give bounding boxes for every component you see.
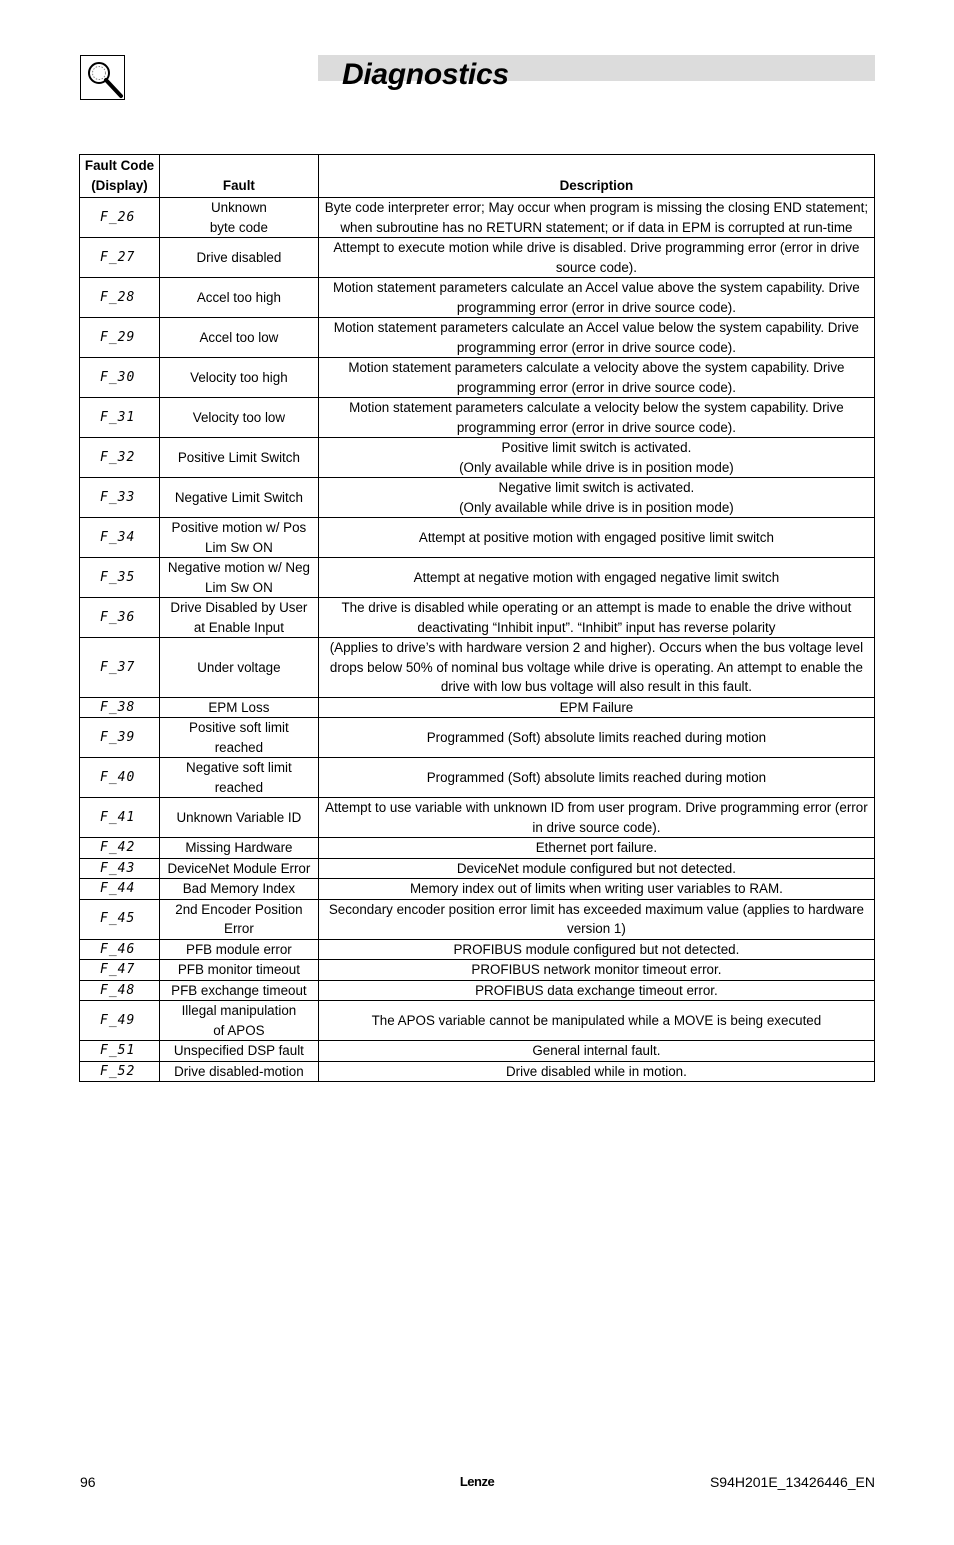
fault-code-cell: F_36: [80, 598, 160, 638]
table-row: [80, 939, 875, 960]
table-body: [80, 198, 875, 1082]
fault-name-cell: Unknown byte code: [159, 198, 318, 238]
description-cell: EPM Failure: [318, 697, 874, 718]
fault-table: [79, 154, 875, 1082]
fault-code-cell: F_40: [80, 758, 160, 798]
fault-name-cell: Illegal manipulation of APOS: [159, 1001, 318, 1041]
table-row: [80, 278, 875, 318]
fault-name-cell: Accel too low: [159, 318, 318, 358]
fault-name-cell: Negative motion w/ Neg Lim Sw ON: [159, 558, 318, 598]
fault-code-cell: F_44: [80, 879, 160, 900]
fault-name-cell: Velocity too high: [159, 358, 318, 398]
table-row: [80, 1001, 875, 1041]
header-description: Description: [318, 155, 874, 198]
fault-name-cell: Missing Hardware: [159, 838, 318, 859]
page-number: 96: [80, 1474, 96, 1490]
description-cell: Programmed (Soft) absolute limits reached during motion: [318, 718, 874, 758]
fault-name-cell: Bad Memory Index: [159, 879, 318, 900]
fault-code-cell: F_27: [80, 238, 160, 278]
description-cell: Motion statement parameters calculate an Accel value above the system capability. Drive programming error (error in drive source code).: [318, 278, 874, 318]
fault-name-cell: PFB monitor timeout: [159, 960, 318, 981]
fault-code-cell: F_41: [80, 798, 160, 838]
description-cell: Memory index out of limits when writing user variables to RAM.: [318, 879, 874, 900]
table-row: [80, 598, 875, 638]
fault-code-cell: F_33: [80, 478, 160, 518]
fault-name-cell: Negative soft limit reached: [159, 758, 318, 798]
fault-name-cell: Positive soft limit reached: [159, 718, 318, 758]
fault-code-cell: F_29: [80, 318, 160, 358]
fault-code-cell: F_26: [80, 198, 160, 238]
table-row: [80, 1061, 875, 1082]
description-cell: The drive is disabled while operating or an attempt is made to enable the drive without deactivating “Inhibit input”. “Inhibit” input has reverse polarity: [318, 598, 874, 638]
table-row: [80, 899, 875, 939]
fault-code-cell: F_34: [80, 518, 160, 558]
description-cell: Negative limit switch is activated. (Only available while drive is in position mode): [318, 478, 874, 518]
fault-name-cell: Negative Limit Switch: [159, 478, 318, 518]
fault-code-cell: F_51: [80, 1041, 160, 1062]
table-header-row: [80, 155, 875, 198]
document-id: S94H201E_13426446_EN: [709, 1474, 875, 1490]
table-row: [80, 858, 875, 879]
description-cell: Attempt at negative motion with engaged negative limit switch: [318, 558, 874, 598]
fault-name-cell: Accel too high: [159, 278, 318, 318]
fault-code-cell: F_28: [80, 278, 160, 318]
fault-name-cell: EPM Loss: [159, 697, 318, 718]
description-cell: PROFIBUS data exchange timeout error.: [318, 980, 874, 1001]
table-row: [80, 518, 875, 558]
header-fault-code: [80, 155, 160, 198]
fault-name-cell: Drive disabled: [159, 238, 318, 278]
table-row: [80, 438, 875, 478]
table-row: [80, 960, 875, 981]
fault-code-cell: F_46: [80, 939, 160, 960]
fault-name-cell: PFB exchange timeout: [159, 980, 318, 1001]
table-row: [80, 238, 875, 278]
fault-code-cell: F_45: [80, 899, 160, 939]
table-row: [80, 879, 875, 900]
table-row: [80, 1041, 875, 1062]
table-row: [80, 718, 875, 758]
fault-name-cell: Unspecified DSP fault: [159, 1041, 318, 1062]
table-row: [80, 358, 875, 398]
description-cell: Byte code interpreter error; May occur when program is missing the closing END statement; when subroutine has no RETURN statement; or if data in EPM is corrupted at run-time: [318, 198, 874, 238]
fault-code-cell: F_32: [80, 438, 160, 478]
description-cell: Secondary encoder position error limit has exceeded maximum value (applies to hardware version 1): [318, 899, 874, 939]
description-cell: Motion statement parameters calculate a velocity above the system capability. Drive programming error (error in drive source code).: [318, 358, 874, 398]
description-cell: PROFIBUS module configured but not detected.: [318, 939, 874, 960]
description-cell: General internal fault.: [318, 1041, 874, 1062]
fault-code-cell: F_42: [80, 838, 160, 859]
fault-code-cell: F_30: [80, 358, 160, 398]
fault-name-cell: Velocity too low: [159, 398, 318, 438]
fault-name-cell: Positive motion w/ Pos Lim Sw ON: [159, 518, 318, 558]
description-cell: (Applies to drive’s with hardware version 2 and higher). Occurs when the bus voltage level drops below 50% of nominal bus voltage while drive is operating. An attempt to enable the drive with low bus voltage will also result in this fault.: [318, 638, 874, 698]
description-cell: Attempt to use variable with unknown ID from user program. Drive programming error (error in drive source code).: [318, 798, 874, 838]
table-row: [80, 318, 875, 358]
magnifier-icon: [80, 55, 125, 100]
fault-code-cell: F_37: [80, 638, 160, 698]
description-cell: Ethernet port failure.: [318, 838, 874, 859]
fault-name-cell: Unknown Variable ID: [159, 798, 318, 838]
description-cell: Positive limit switch is activated. (Only available while drive is in position mode): [318, 438, 874, 478]
fault-name-cell: Under voltage: [159, 638, 318, 698]
brand-logo: Lenze: [459, 1474, 495, 1489]
fault-name-cell: Drive Disabled by User at Enable Input: [159, 598, 318, 638]
fault-name-cell: 2nd Encoder Position Error: [159, 899, 318, 939]
fault-code-cell: F_31: [80, 398, 160, 438]
fault-code-cell: F_38: [80, 697, 160, 718]
fault-code-cell: F_48: [80, 980, 160, 1001]
fault-name-cell: Drive disabled-motion: [159, 1061, 318, 1082]
fault-name-cell: Positive Limit Switch: [159, 438, 318, 478]
fault-code-cell: F_43: [80, 858, 160, 879]
fault-code-cell: F_49: [80, 1001, 160, 1041]
page-title: Diagnostics: [342, 58, 509, 91]
fault-name-cell: DeviceNet Module Error: [159, 858, 318, 879]
description-cell: Motion statement parameters calculate an Accel value below the system capability. Drive programming error (error in drive source code).: [318, 318, 874, 358]
fault-code-cell: F_47: [80, 960, 160, 981]
description-cell: Programmed (Soft) absolute limits reached during motion: [318, 758, 874, 798]
table-row: [80, 758, 875, 798]
fault-code-cell: F_39: [80, 718, 160, 758]
table-row: [80, 398, 875, 438]
description-cell: Drive disabled while in motion.: [318, 1061, 874, 1082]
table-row: [80, 478, 875, 518]
description-cell: Attempt to execute motion while drive is disabled. Drive programming error (error in drive source code).: [318, 238, 874, 278]
header-fault: Fault: [159, 155, 318, 198]
table-row: [80, 980, 875, 1001]
header-fault-code-label: Fault Code (Display): [84, 158, 155, 193]
fault-code-cell: F_52: [80, 1061, 160, 1082]
table-row: [80, 838, 875, 859]
description-cell: The APOS variable cannot be manipulated while a MOVE is being executed: [318, 1001, 874, 1041]
fault-name-cell: PFB module error: [159, 939, 318, 960]
table-row: [80, 798, 875, 838]
description-cell: Attempt at positive motion with engaged positive limit switch: [318, 518, 874, 558]
table-row: [80, 198, 875, 238]
table-row: [80, 558, 875, 598]
table-row: [80, 638, 875, 698]
fault-code-cell: F_35: [80, 558, 160, 598]
description-cell: Motion statement parameters calculate a velocity below the system capability. Drive programming error (error in drive source code).: [318, 398, 874, 438]
description-cell: PROFIBUS network monitor timeout error.: [318, 960, 874, 981]
table-row: [80, 697, 875, 718]
description-cell: DeviceNet module configured but not detected.: [318, 858, 874, 879]
